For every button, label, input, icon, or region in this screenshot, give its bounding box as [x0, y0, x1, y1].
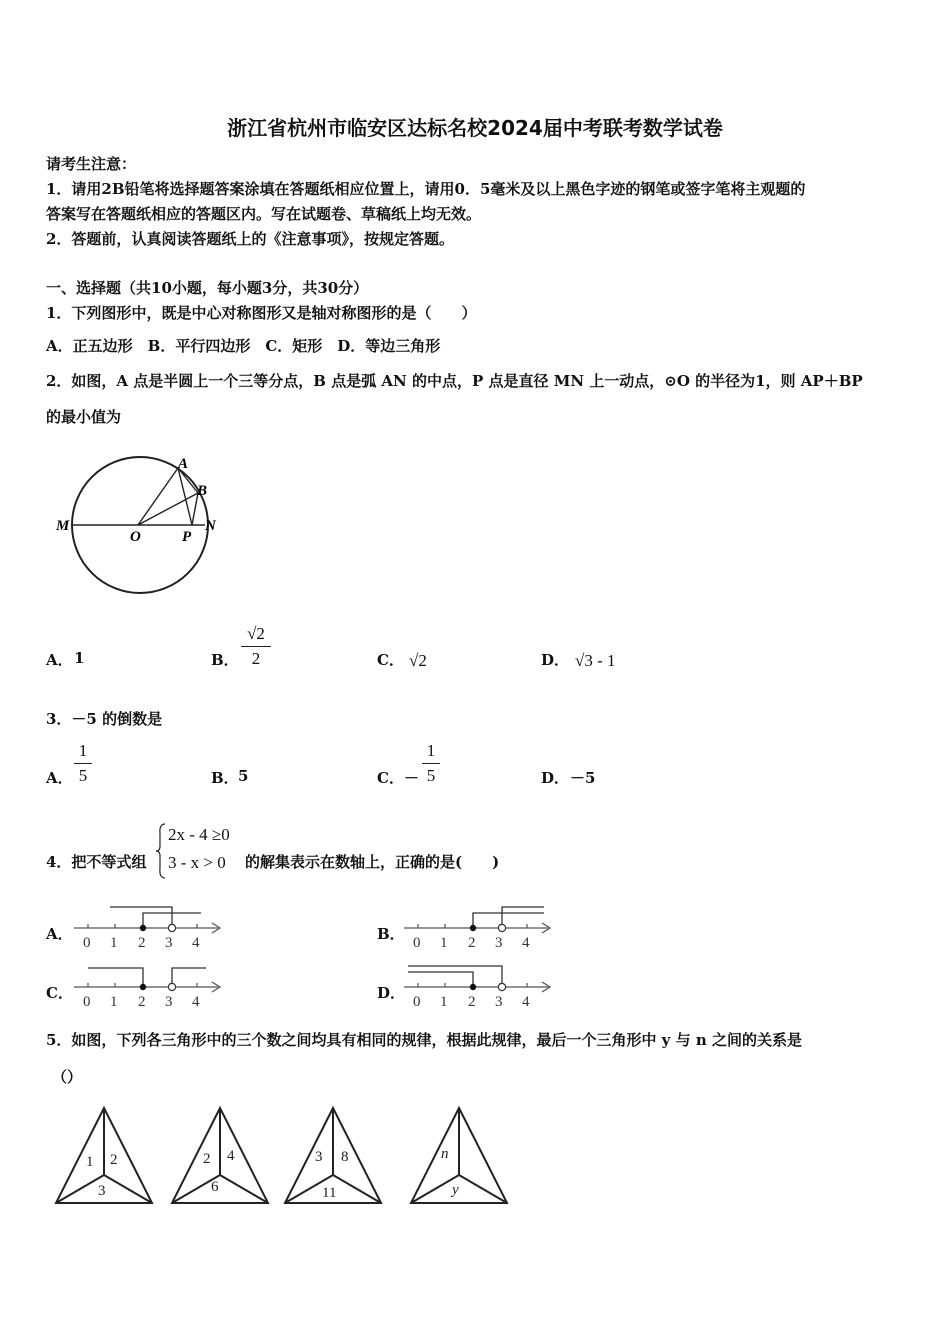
label-b: B — [197, 483, 208, 499]
tick-4: 4 — [522, 994, 530, 1010]
open-dot — [498, 924, 505, 931]
q2-opt-b-denominator: 2 — [251, 649, 261, 668]
section-heading: 一、选择题（共10小题，每小题3分，共30分） — [46, 279, 369, 297]
q4-inequality-1: 2x - 4 ≥0 — [168, 825, 230, 844]
q4-numberline-c — [72, 959, 227, 1011]
t1-right: 2 — [110, 1152, 118, 1168]
segment-ob — [138, 493, 198, 525]
notice-line2: 2．答题前，认真阅读答题纸上的《注意事项》，按规定答题。 — [46, 230, 454, 248]
q2-circle-figure — [50, 448, 230, 598]
q3-opt-c-label: C． — [377, 769, 404, 787]
q1-options: A．正五边形 B．平行四边形 C．矩形 D．等边三角形 — [46, 337, 441, 355]
q3-opt-a-label: A． — [46, 769, 73, 787]
q4-opt-a-label: A． — [46, 925, 73, 943]
tick-3: 3 — [495, 935, 503, 951]
q2-opt-d-value: √3 - 1 — [575, 651, 616, 670]
tick-3: 3 — [495, 994, 503, 1010]
tick-4: 4 — [522, 935, 530, 951]
tick-1: 1 — [110, 994, 118, 1010]
tick-0: 0 — [83, 935, 91, 951]
q2-opt-a-label: A． — [46, 651, 73, 669]
q2-opt-b-label: B． — [211, 651, 239, 669]
open-dot — [168, 924, 175, 931]
notice-line1a: 1．请用2B铅笔将选择题答案涂填在答题纸相应位置上，请用0．5毫米及以上黑色字迹的钢笔或签字笔将主观题的 — [46, 180, 806, 198]
q4-inequality-2: 3 - x > 0 — [168, 853, 226, 872]
tick-4: 4 — [192, 935, 200, 951]
q4-opt-d-label: D． — [377, 984, 406, 1002]
q3-opt-d-label: D． — [541, 769, 570, 787]
q4-numberline-a — [72, 900, 227, 952]
label-m: M — [56, 518, 70, 534]
segment-oa — [138, 468, 178, 525]
q2-stem-a: 2．如图，A 点是半圆上一个三等分点，B 点是弧 AN 的中点，P 点是直径 MN 上一动点，⊙O 的半径为1，则 AP＋BP — [46, 372, 863, 390]
q4-opt-c-label: C． — [46, 984, 73, 1002]
q4-stem-a: 4．把不等式组 — [46, 853, 147, 871]
tick-1: 1 — [440, 994, 448, 1010]
t1-bottom: 3 — [98, 1183, 106, 1199]
tick-0: 0 — [413, 994, 421, 1010]
tick-4: 4 — [192, 994, 200, 1010]
q3-opt-c-fraction — [422, 741, 440, 786]
label-a: A — [178, 456, 189, 472]
q5-stem-b: （） — [52, 1068, 83, 1086]
tick-3: 3 — [165, 935, 173, 951]
q2-stem-b: 的最小值为 — [46, 408, 122, 426]
label-n: N — [205, 518, 216, 534]
label-p: P — [182, 529, 192, 545]
tick-2: 2 — [138, 994, 146, 1010]
q3-opt-a-denominator: 5 — [78, 766, 88, 785]
tick-2: 2 — [468, 994, 476, 1010]
solid-dot — [470, 984, 476, 990]
page-title: 浙江省杭州市临安区达标名校2024届中考联考数学试卷 — [227, 116, 723, 140]
q2-opt-c-label: C． — [377, 651, 404, 669]
q3-opt-c-denominator: 5 — [426, 766, 436, 785]
q4-opt-b-label: B． — [377, 925, 405, 943]
solid-dot — [140, 984, 146, 990]
q4-brace — [155, 822, 167, 880]
t3-left: 3 — [315, 1149, 323, 1165]
q3-opt-d-value: －5 — [570, 769, 596, 787]
q5-triangles-figure — [50, 1100, 520, 1210]
label-o: O — [130, 529, 141, 545]
t2-bottom: 6 — [211, 1179, 219, 1195]
notice-line1b: 答案写在答题纸相应的答题区内。写在试题卷、草稿纸上均无效。 — [46, 205, 482, 223]
tick-3: 3 — [165, 994, 173, 1010]
tick-2: 2 — [138, 935, 146, 951]
t2-right: 4 — [227, 1148, 235, 1164]
solid-dot — [140, 925, 146, 931]
q5-stem-a: 5．如图，下列各三角形中的三个数之间均具有相同的规律，根据此规律，最后一个三角形中 y 与 n 之间的关系是 — [46, 1031, 802, 1049]
q1-stem: 1．下列图形中，既是中心对称图形又是轴对称图形的是（ ） — [46, 304, 477, 322]
q4-numberline-d — [402, 959, 557, 1011]
q3-opt-b-label: B． — [211, 769, 239, 787]
q2-opt-b-fraction — [241, 624, 271, 669]
q3-opt-c-numerator: 1 — [426, 741, 436, 760]
t2-left: 2 — [203, 1151, 211, 1167]
t3-bottom: 11 — [322, 1185, 337, 1201]
q3-opt-a-numerator: 1 — [78, 741, 88, 760]
q2-opt-a-value: 1 — [74, 649, 85, 667]
t4-left: n — [441, 1146, 449, 1162]
q4-numberline-b — [402, 900, 557, 952]
q4-stem-b: 的解集表示在数轴上，正确的是( ) — [245, 853, 500, 871]
q2-opt-d-label: D． — [541, 651, 570, 669]
t1-left: 1 — [86, 1154, 94, 1170]
q2-opt-b-numerator: √2 — [247, 624, 265, 643]
q3-opt-b-value: 5 — [238, 767, 249, 785]
triangle-4 — [411, 1108, 507, 1203]
q2-opt-c-value: √2 — [409, 651, 427, 670]
q3-opt-c-sign: － — [404, 769, 420, 787]
tick-0: 0 — [413, 935, 421, 951]
q3-stem: 3．－5 的倒数是 — [46, 710, 163, 728]
t3-right: 8 — [341, 1149, 349, 1165]
tick-0: 0 — [83, 994, 91, 1010]
q3-opt-a-fraction — [74, 741, 92, 786]
tick-1: 1 — [110, 935, 118, 951]
solid-dot — [470, 925, 476, 931]
notice-heading: 请考生注意： — [46, 155, 137, 173]
tick-2: 2 — [468, 935, 476, 951]
open-dot — [168, 983, 175, 990]
tick-1: 1 — [440, 935, 448, 951]
open-dot — [498, 983, 505, 990]
t4-bottom: y — [452, 1182, 459, 1198]
triangle-2 — [172, 1108, 268, 1203]
